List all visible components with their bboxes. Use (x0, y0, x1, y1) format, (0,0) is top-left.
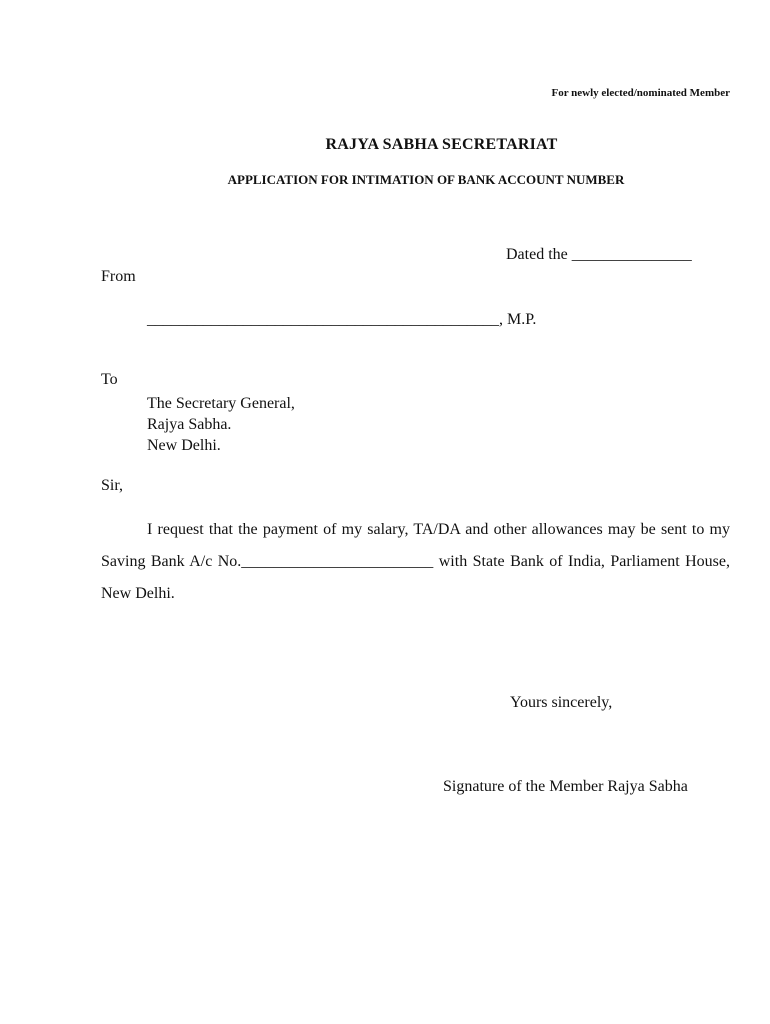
signature-line: Signature of the Member Rajya Sabha (443, 778, 688, 795)
address-line: The Secretary General, (147, 395, 295, 412)
member-name-line: ____________________________________________, M.P. (147, 311, 537, 328)
address-line: New Delhi. (147, 437, 221, 454)
closing: Yours sincerely, (510, 694, 613, 711)
body-paragraph: I request that the payment of my salary, TA/DA and other allowances may be sent to my Saving Bank A/c No.________________________ with State Bank of India, Parliament House, New Delhi. (101, 521, 730, 602)
to-label: To (101, 371, 118, 388)
from-label: From (101, 268, 136, 285)
address-line: Rajya Sabha. (147, 416, 232, 433)
header-note: For newly elected/nominated Member (551, 87, 730, 99)
document-subtitle: APPLICATION FOR INTIMATION OF BANK ACCOUNT NUMBER (227, 172, 625, 187)
salutation: Sir, (101, 477, 124, 494)
document-title: RAJYA SABHA SECRETARIAT (325, 136, 558, 153)
recipient-address (147, 393, 295, 456)
date-line: Dated the _______________ (506, 246, 692, 263)
